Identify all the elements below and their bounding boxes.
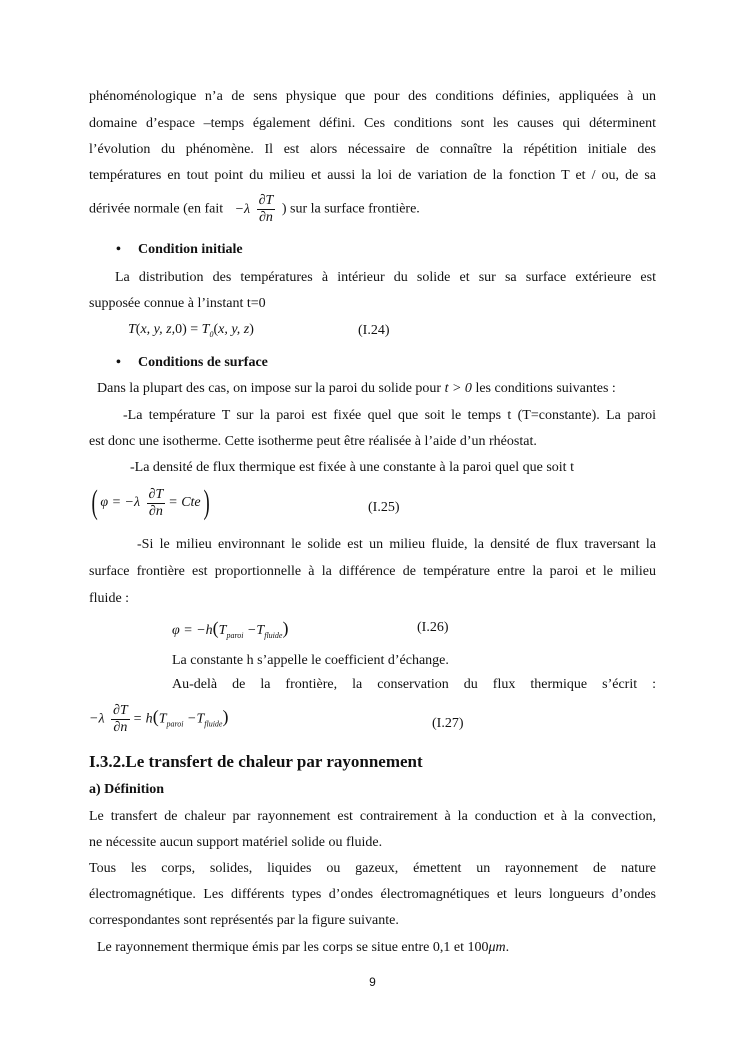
- equation-number: (I.24): [358, 323, 390, 338]
- inline-math: t > 0: [444, 381, 472, 396]
- eq-symbol: T: [201, 322, 210, 337]
- minus-lambda: −λ: [234, 201, 251, 217]
- eq-symbol: T: [128, 322, 136, 337]
- bullet-heading-initial-condition: [116, 242, 243, 258]
- text-fragment: Dans la plupart des cas, on impose sur la paroi du solide pour: [97, 381, 442, 396]
- bullet-title: Conditions de surface: [138, 355, 268, 370]
- eq-subscript: fluide: [204, 719, 223, 729]
- eq-subscript: 0: [209, 330, 214, 339]
- paragraph-line: domaine d’espace –temps également défini. Ces conditions sont les causes qui déterminent: [89, 116, 656, 131]
- paragraph-line: fluide :: [89, 591, 130, 606]
- bullet-heading-surface-conditions: [116, 355, 268, 371]
- fraction-numerator: ∂T: [258, 193, 274, 208]
- fraction-denominator: ∂n: [259, 210, 273, 225]
- paragraph-line: supposée connue à l’instant t=0: [89, 296, 266, 311]
- eq-symbol: −T: [187, 711, 205, 727]
- text-fragment: dérivée normale (en fait: [89, 201, 224, 217]
- partial-derivative-fraction: [147, 487, 166, 520]
- equation-I27: −λ $\frac{\partial T}{\partial n}$ = $h(T_{paroi} -T_{fluide})$: [89, 703, 229, 735]
- eq-rhs: = Cte: [168, 495, 201, 511]
- eq-symbol: −T: [246, 623, 265, 638]
- equation-number: (I.25): [368, 500, 400, 515]
- paragraph-line: La constante h s’appelle le coefficient d’échange.: [172, 653, 449, 668]
- text-fragment: .: [505, 940, 510, 955]
- paragraph-line-with-math: [97, 940, 509, 956]
- equation-number: (I.26): [417, 620, 449, 635]
- paragraph-line-with-math: [89, 193, 420, 226]
- eq-symbol: T: [218, 623, 227, 638]
- eq-args: x, y, z: [218, 322, 250, 337]
- eq-zero: 0: [175, 322, 183, 337]
- text-fragment: Le rayonnement thermique émis par les corps se situe entre 0,1 et 100: [97, 940, 489, 955]
- text-fragment: ) sur la surface frontière.: [281, 201, 420, 217]
- section-heading: I.3.2.Le transfert de chaleur par rayonnement: [89, 752, 423, 771]
- paragraph-line: l’évolution du phénomène. Il est alors nécessaire de connaître la répétition initiale des: [89, 142, 656, 157]
- bullet-icon: •: [116, 242, 121, 257]
- inline-math: μm: [488, 940, 506, 955]
- paragraph-line: correspondantes sont représentés par la figure suivante.: [89, 913, 399, 928]
- paragraph-line: La distribution des températures à intérieur du solide et sur sa surface extérieure est: [115, 270, 656, 285]
- paragraph-line: est donc une isotherme. Cette isotherme peut être réalisée à l’aide d’un rhéostat.: [89, 434, 537, 449]
- eq-subscript: fluide: [264, 631, 283, 640]
- paragraph-line: électromagnétique. Les différents types d’ondes électromagnétiques et leurs longueurs d’ondes: [89, 887, 656, 902]
- eq-subscript: paroi: [226, 631, 244, 640]
- bullet-icon: •: [116, 355, 121, 370]
- equation-I24: T(x, y, $z,0) = T_0(x$, y, z): [128, 322, 254, 339]
- equation-I26: $\varphi = -h(T_{paroi} -T_{fluide})$: [172, 618, 289, 640]
- minus-lambda: −λ: [89, 711, 105, 727]
- equation-number: (I.27): [432, 716, 464, 731]
- eq-equals: =: [190, 322, 199, 337]
- equation-I25: ( φ = −λ $\frac{\partial T}{\partial n}$ = Cte): [91, 484, 210, 521]
- fraction-numerator: ∂T: [113, 703, 128, 718]
- eq-args: x, y, z,: [140, 322, 176, 337]
- partial-derivative-fraction: [257, 193, 276, 226]
- eq-lhs: φ = −h: [172, 623, 213, 638]
- paragraph-line-with-math: [97, 381, 616, 397]
- bullet-title: Condition initiale: [138, 242, 243, 257]
- fraction-numerator: ∂T: [148, 486, 164, 502]
- eq-subscript: paroi: [166, 719, 184, 729]
- paragraph-line: Au-delà de la frontière, la conservation du flux thermique s’écrit :: [172, 677, 656, 692]
- paragraph-line: -Si le milieu environnant le solide est un milieu fluide, la densité de flux traversant la: [137, 537, 656, 552]
- paragraph-line: Le transfert de chaleur par rayonnement est contrairement à la conduction et à la convection,: [89, 809, 656, 824]
- eq-rhs: = h: [132, 711, 153, 727]
- paragraph-line: ne nécessite aucun support matériel solide ou fluide.: [89, 835, 383, 850]
- paragraph-line: -La densité de flux thermique est fixée à une constante à la paroi quel que soit t: [130, 460, 574, 475]
- paragraph-line: phénoménologique n’a de sens physique que pour des conditions définies, appliquées à un: [89, 89, 656, 104]
- fraction-denominator: ∂n: [148, 503, 163, 519]
- partial-derivative-fraction: [111, 703, 130, 736]
- paragraph-line: surface frontière est proportionnelle à la différence de température entre la paroi et le milieu: [89, 564, 656, 579]
- subsection-heading: a) Définition: [89, 782, 165, 797]
- text-fragment: les conditions suivantes :: [475, 381, 616, 396]
- page-number: 9: [369, 975, 376, 989]
- eq-lhs: φ = −λ: [100, 495, 141, 511]
- paragraph-line: -La température T sur la paroi est fixée quel que soit le temps t (T=constante). La paroi: [123, 408, 656, 423]
- paragraph-line: Tous les corps, solides, liquides ou gazeux, émettent un rayonnement de nature: [89, 861, 656, 876]
- paragraph-line: températures en tout point du milieu et aussi la loi de variation de la fonction T et / ou, de sa: [89, 168, 656, 183]
- eq-symbol: T: [158, 711, 167, 727]
- fraction-denominator: ∂n: [113, 720, 128, 735]
